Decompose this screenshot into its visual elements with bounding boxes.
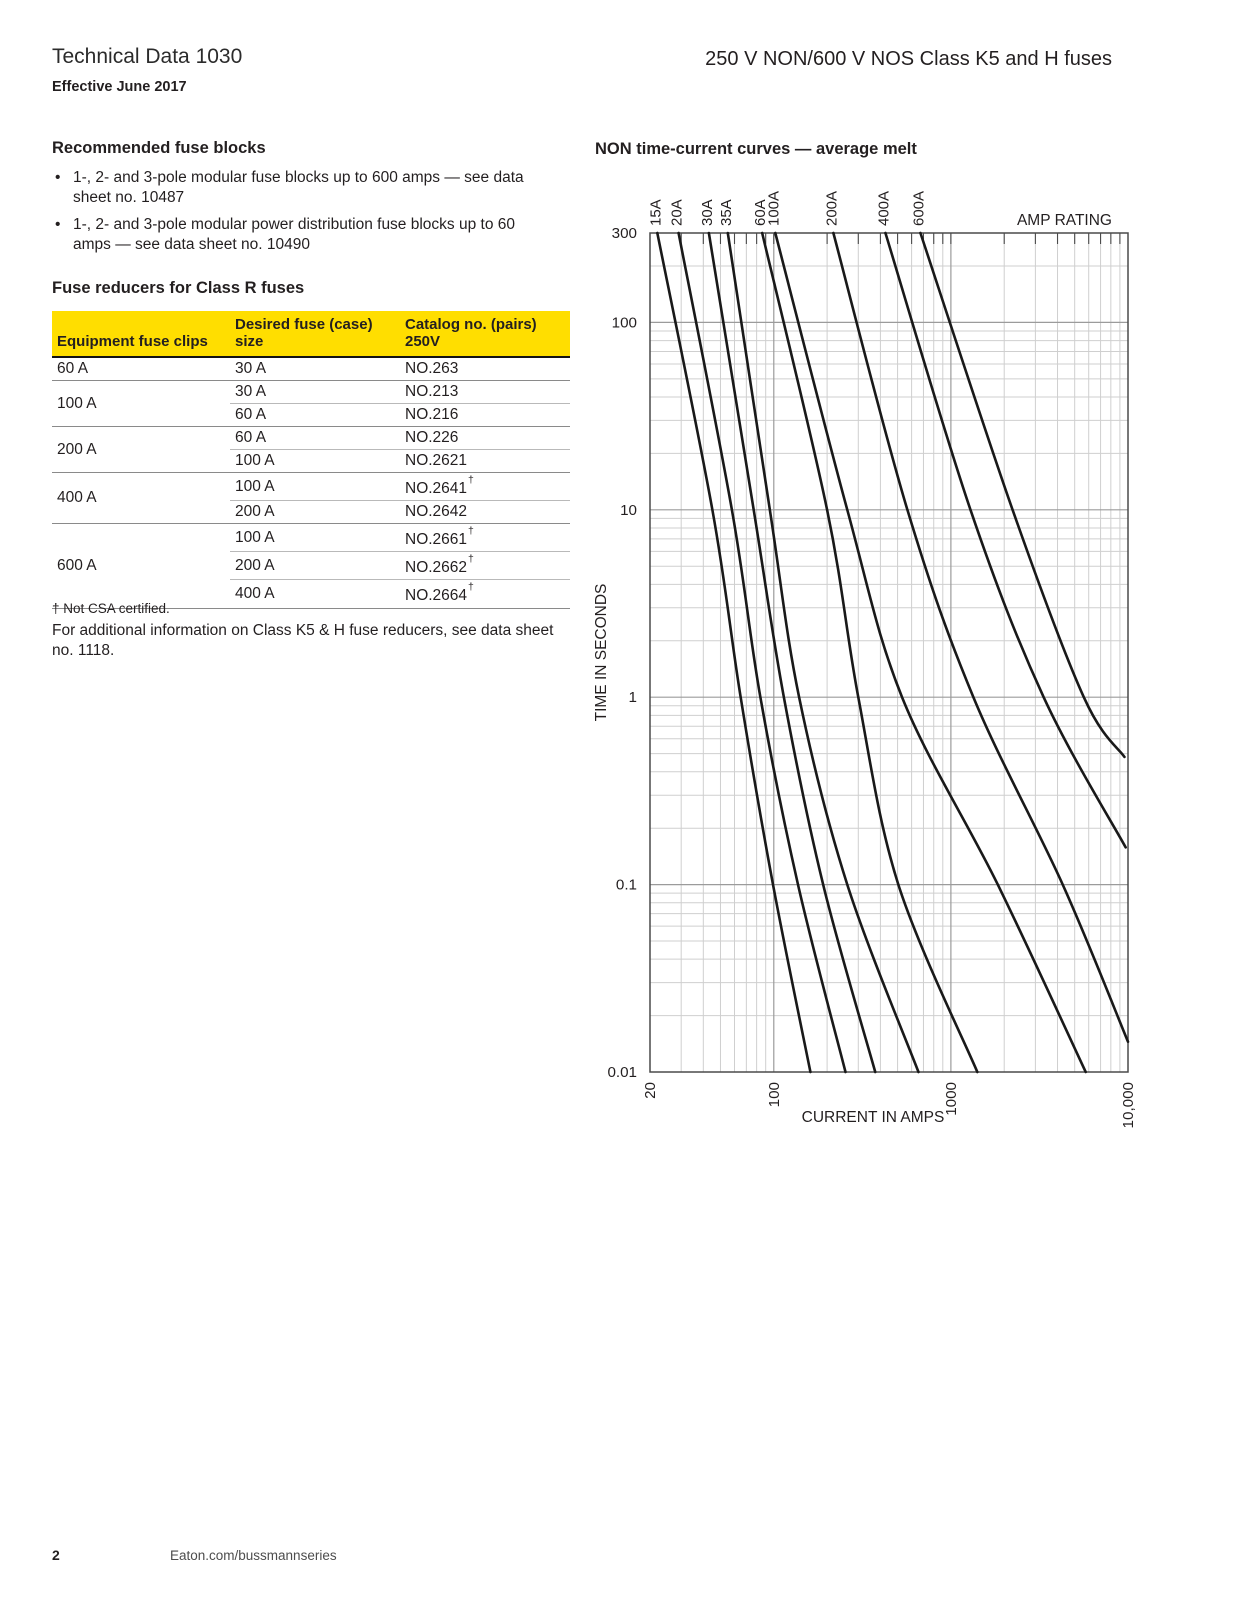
curve-label-60a: 60A bbox=[752, 199, 770, 226]
bullet-item: • 1-, 2- and 3-pole modular power distribution fuse blocks up to 60 amps — see data sheet no. 10490 bbox=[52, 215, 557, 254]
table-cell-clips: 400 A bbox=[52, 473, 230, 524]
table-cell-size: 200 A bbox=[230, 501, 400, 524]
curve-label-400a: 400A bbox=[875, 190, 893, 226]
x-tick-label: 20 bbox=[642, 1082, 659, 1099]
table-cell-catalog: NO.2661† bbox=[400, 524, 570, 552]
y-tick-label: 0.01 bbox=[607, 1064, 637, 1081]
chart-title: NON time-current curves — average melt bbox=[595, 140, 917, 158]
table-cell-catalog: NO.226 bbox=[400, 427, 570, 450]
table-cell-size: 60 A bbox=[230, 427, 400, 450]
x-tick-label: 10,000 bbox=[1120, 1082, 1137, 1129]
table-header-cell: Equipment fuse clips bbox=[52, 311, 230, 357]
plot-frame bbox=[650, 233, 1128, 1072]
table-cell-size: 400 A bbox=[230, 580, 400, 608]
curve-label-200a: 200A bbox=[823, 190, 841, 226]
curve-label-30a: 30A bbox=[698, 199, 716, 226]
table-cell-catalog: NO.2621 bbox=[400, 450, 570, 473]
curve-label-100a: 100A bbox=[765, 190, 783, 226]
dagger-footnote: † Not CSA certified. bbox=[52, 601, 170, 616]
reducers-table bbox=[52, 311, 570, 609]
y-tick-label: 100 bbox=[611, 314, 637, 332]
table-cell-size: 100 A bbox=[230, 450, 400, 473]
y-tick-label: 0.1 bbox=[615, 876, 637, 894]
curve-200a bbox=[833, 233, 1128, 1042]
curve-15a bbox=[657, 233, 810, 1072]
time-current-chart bbox=[585, 160, 1236, 1170]
table-cell-catalog: NO.2662† bbox=[400, 552, 570, 580]
section-heading-fuse-blocks: Recommended fuse blocks bbox=[52, 139, 266, 157]
table-cell-catalog: NO.216 bbox=[400, 404, 570, 427]
curve-label-600a: 600A bbox=[910, 190, 928, 226]
section-heading-reducers: Fuse reducers for Class R fuses bbox=[52, 279, 305, 297]
bullet-item: • 1-, 2- and 3-pole modular fuse blocks up to 600 amps — see data sheet no. 10487 bbox=[52, 168, 557, 207]
curve-label-35a: 35A bbox=[717, 199, 735, 226]
page-number: 2 bbox=[52, 1547, 60, 1563]
y-axis-title: TIME IN SECONDS bbox=[593, 583, 610, 722]
table-cell-catalog: NO.263 bbox=[400, 357, 570, 381]
table-cell-clips: 200 A bbox=[52, 427, 230, 473]
table-header-cell: Desired fuse (case) size bbox=[230, 311, 400, 357]
x-axis-title: CURRENT IN AMPS bbox=[801, 1109, 945, 1126]
table-cell-size: 100 A bbox=[230, 473, 400, 501]
website-text: Eaton.com/bussmannseries bbox=[170, 1548, 337, 1563]
product-title: 250 V NON/600 V NOS Class K5 and H fuses bbox=[705, 48, 1112, 70]
y-tick-label: 10 bbox=[620, 501, 637, 519]
curve-label-15a: 15A bbox=[647, 199, 665, 226]
table-cell-catalog: NO.2642 bbox=[400, 501, 570, 524]
x-tick-label: 100 bbox=[765, 1082, 783, 1108]
table-cell-size: 200 A bbox=[230, 552, 400, 580]
effective-date: Effective June 2017 bbox=[52, 79, 187, 95]
x-tick-label: 1000 bbox=[942, 1082, 960, 1116]
y-tick-label: 300 bbox=[611, 225, 637, 242]
table-cell-catalog: NO.213 bbox=[400, 381, 570, 404]
reducers-footnote: For additional information on Class K5 & H fuse reducers, see data sheet no. 1118. bbox=[52, 622, 554, 659]
table-header-cell: Catalog no. (pairs) 250V bbox=[400, 311, 570, 357]
table-cell-catalog: NO.2664† bbox=[400, 580, 570, 608]
curve-label-20a: 20A bbox=[668, 199, 686, 226]
table-cell-clips: 600 A bbox=[52, 524, 230, 608]
table-cell-catalog: NO.2641† bbox=[400, 473, 570, 501]
page-title: Technical Data 1030 bbox=[52, 45, 243, 68]
table-cell-clips: 100 A bbox=[52, 381, 230, 427]
table-cell-size: 60 A bbox=[230, 404, 400, 427]
table-cell-size: 100 A bbox=[230, 524, 400, 552]
bullet-list bbox=[52, 168, 557, 262]
table-cell-size: 30 A bbox=[230, 357, 400, 381]
curve-100a bbox=[775, 233, 1085, 1072]
curve-400a bbox=[885, 233, 1125, 847]
y-tick-label: 1 bbox=[628, 689, 637, 707]
table-cell-size: 30 A bbox=[230, 381, 400, 404]
table-cell-clips: 60 A bbox=[52, 357, 230, 381]
amp-rating-label: AMP RATING bbox=[1016, 212, 1112, 229]
